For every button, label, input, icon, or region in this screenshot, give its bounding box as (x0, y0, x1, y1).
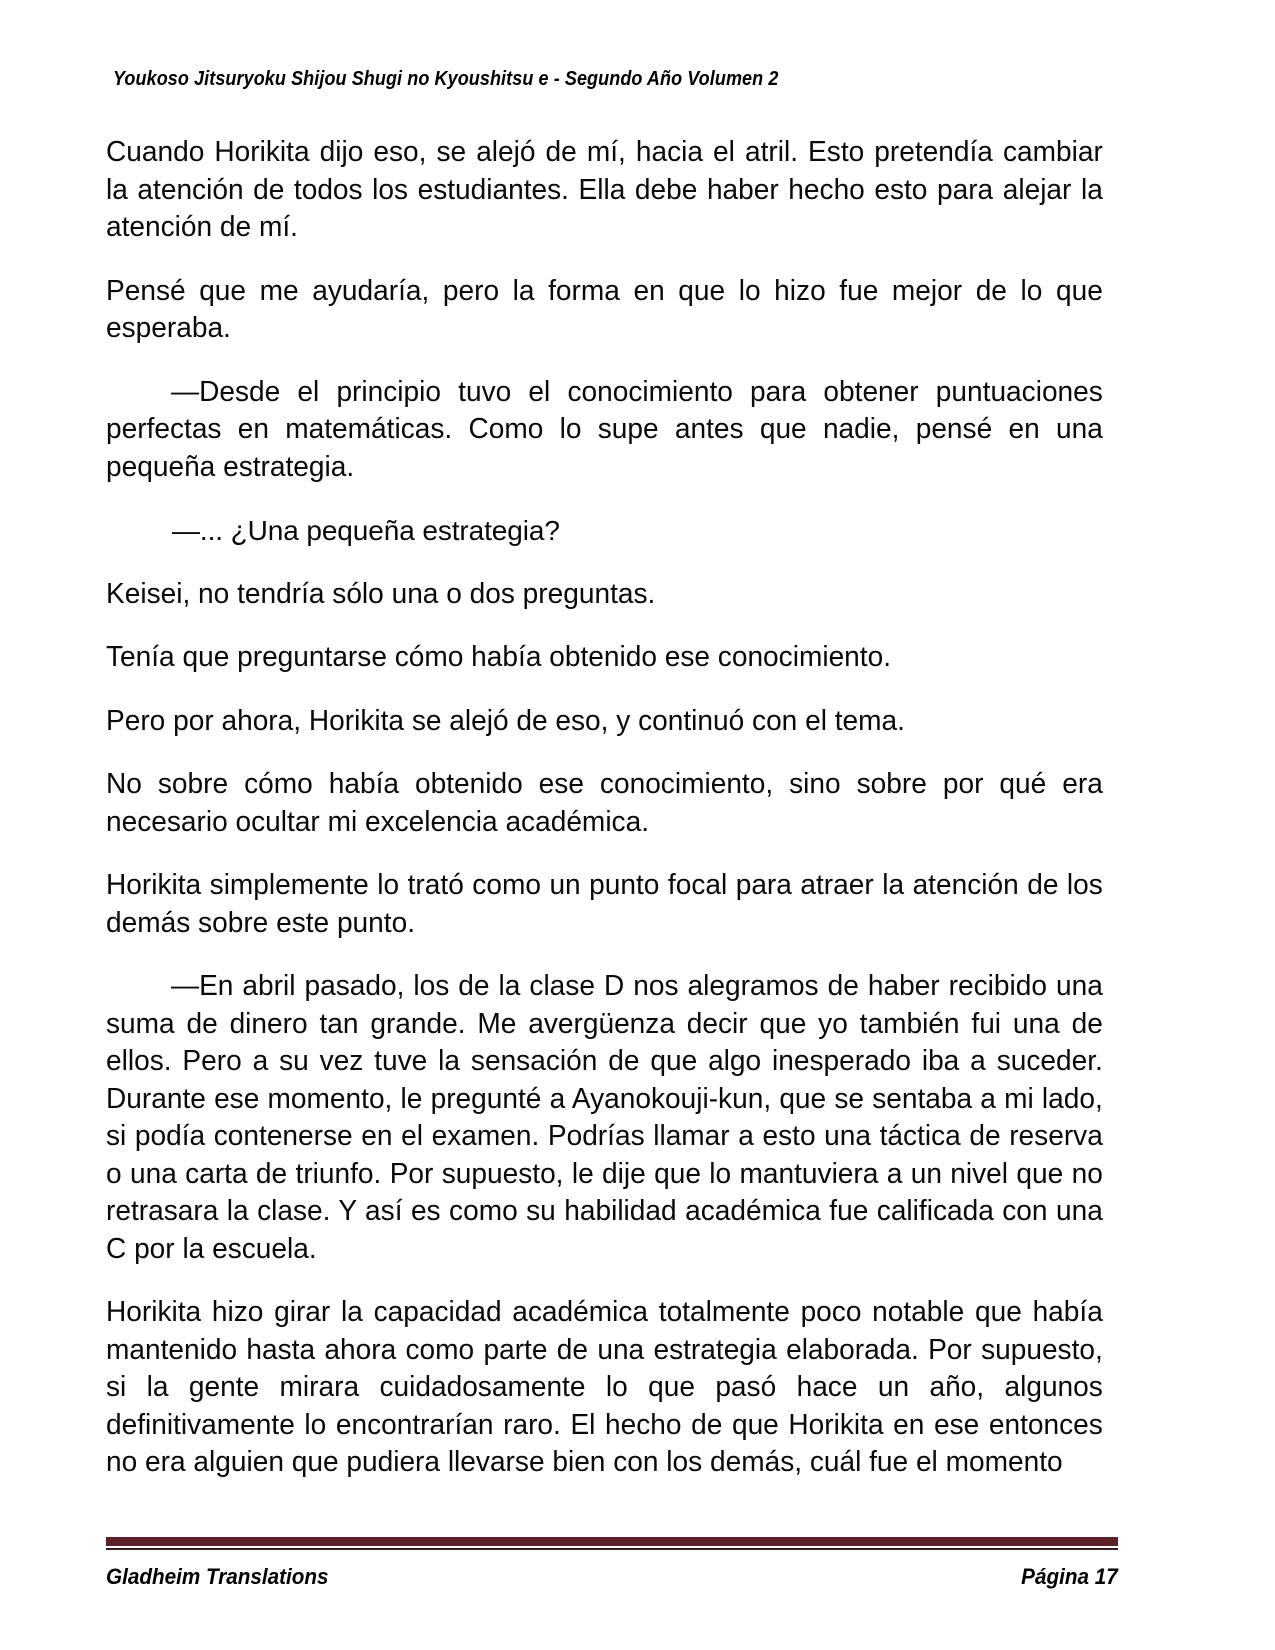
paragraph-dialogue: —... ¿Una pequeña estrategia? (172, 515, 560, 546)
paragraph: Pero por ahora, Horikita se alejó de eso, y continuó con el tema. (106, 704, 905, 737)
page-footer (106, 1537, 1118, 1590)
paragraph-dialogue: —Desde el principio tuvo el conocimiento para obtener puntuaciones perfectas en matemáticas. Como lo supe antes que nadie, pensé en una pequeña estrategia. (106, 375, 1103, 483)
paragraph: Horikita hizo girar la capacidad académica totalmente poco notable que había mantenido hasta ahora como parte de una estrategia elaborada. Por supuesto, si la gente mirara cuidadosamente lo que pasó hace un año, algunos definitivamente lo encontrarían raro. El hecho de que Horikita en ese entonces no era alguien que pudiera llevarse bien con los demás, cuál fue el momento (106, 1296, 1103, 1478)
page-header (113, 68, 1123, 98)
footer-divider-thick (106, 1537, 1118, 1546)
paragraph: Horikita simplemente lo trató como un punto focal para atraer la atención de los demás sobre este punto. (106, 869, 1103, 939)
paragraph: No sobre cómo había obtenido ese conocimiento, sino sobre por qué era necesario ocultar mi excelencia académica. (106, 768, 1103, 838)
footer-page-number: Página 17 (1021, 1564, 1118, 1589)
paragraph-dialogue: —En abril pasado, los de la clase D nos alegramos de haber recibido una suma de dinero tan grande. Me avergüenza decir que yo también fui una de ellos. Pero a su vez tuve la sensación de que algo inesperado iba a suceder. Durante ese momento, le pregunté a Ayanokouji-kun, que se sentaba a mi lado, si podía contenerse en el examen. Podrías llamar a esto una táctica de reserva o una carta de triunfo. Por supuesto, le dije que lo mantuviera a un nivel que no retrasara la clase. Y así es como su habilidad académica fue calificada con una C por la escuela. (106, 970, 1103, 1265)
paragraph: Tenía que preguntarse cómo había obtenido ese conocimiento. (106, 641, 892, 673)
footer-row (106, 1564, 1118, 1590)
footer-translator-credit: Gladheim Translations (106, 1564, 329, 1589)
paragraph: Pensé que me ayudaría, pero la forma en que lo hizo fue mejor de lo que esperaba. (106, 274, 1103, 344)
body-text-column (106, 134, 1118, 1508)
paragraph: Keisei, no tendría sólo una o dos preguntas. (106, 577, 656, 610)
header-title: Youkoso Jitsuryoku Shijou Shugi no Kyoushitsu e - Segundo Año Volumen 2 (113, 68, 779, 90)
paragraph: Cuando Horikita dijo eso, se alejó de mí, hacia el atril. Esto pretendía cambiar la atención de todos los estudiantes. Ella debe haber hecho esto para alejar la atención de mí. (106, 136, 1103, 243)
footer-divider-thin (106, 1548, 1118, 1550)
